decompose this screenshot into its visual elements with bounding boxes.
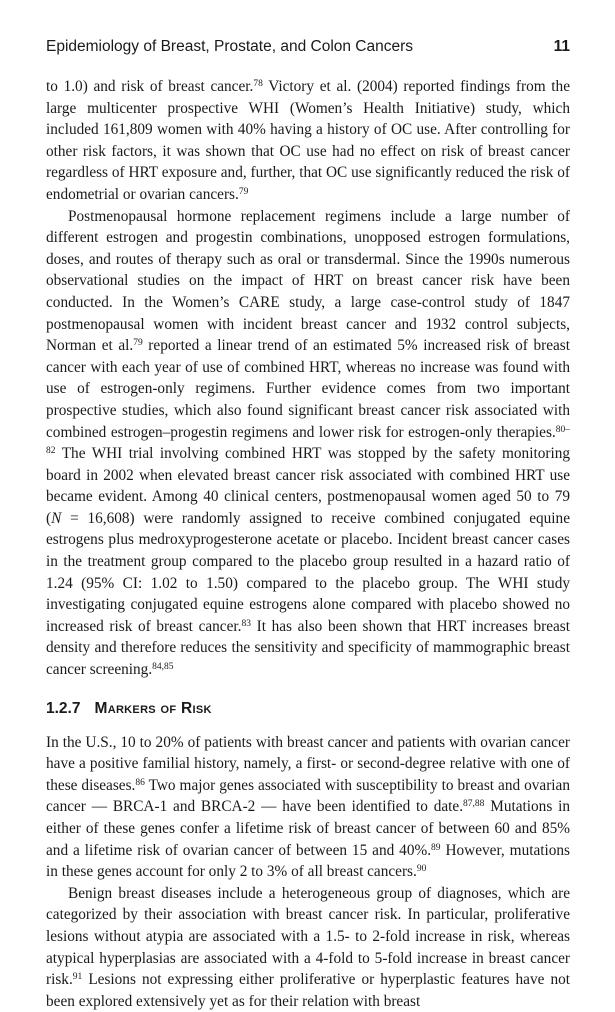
paragraph-hrt — [46, 206, 570, 681]
text-run: Two major genes associated with susceptibility to breast and ovarian cancer — BRCA-1 and BRCA-2 — have been identified to date. — [46, 776, 570, 816]
citation-ref: 90 — [416, 864, 427, 875]
variable-n: N — [51, 509, 62, 527]
text-run: reported a linear trend of an estimated 5% increased risk of breast cancer with each year of use of combined HRT, whereas no increase was found with use of estrogen-only regimens. Further evidence comes from two important prospective studies, which also found significant breast cancer risk associated with combined estrogen–progestin regimens and lower risk for estrogen-only therapies. — [46, 337, 570, 441]
citation-ref: 79 — [238, 186, 249, 197]
citation-ref: 86 — [135, 777, 145, 788]
section-number: 1.2.7 — [46, 699, 81, 717]
text-run: Benign breast diseases include a heterogeneous group of diagnoses, which are categorized by their association with breast cancer risk. In particular, proliferative lesions without atypia are associated with a 1.5- to 2-fold increase in risk, whereas atypical hyperplasias are associated with a 4-fold to 5-fold increase in breast cancer risk. — [46, 884, 570, 989]
paragraph-benign — [46, 883, 570, 1012]
section-title: Markers of Risk — [94, 699, 212, 717]
page-number: 11 — [553, 38, 570, 55]
citation-ref: 89 — [431, 842, 441, 853]
text-run: Lesions not expressing either proliferative or hyperplastic features have not been explored extensively yet as for their relation with breast — [46, 971, 570, 1010]
section-heading — [46, 698, 570, 720]
paragraph-oc-use — [46, 76, 570, 206]
text-run: to 1.0) and risk of breast cancer. — [46, 78, 254, 95]
paragraph-markers — [46, 732, 570, 883]
citation-ref: 83 — [241, 618, 251, 629]
running-title: Epidemiology of Breast, Prostate, and Colon Cancers — [46, 38, 414, 55]
text-run: It has also been shown that HRT increases breast density and therefore reduces the sensitivity and specificity of mammographic breast cancer screening. — [46, 617, 570, 679]
text-run: In the U.S., 10 to 20% of patients with breast cancer and patients with ovarian cancer have a positive familial history, namely, a first- or second-degree relative with one of these diseases. — [46, 733, 570, 794]
citation-ref: 78 — [253, 79, 263, 89]
citation-ref: 87,88 — [463, 799, 485, 810]
text-run: Victory et al. (2004) reported findings from the large multicenter prospective WHI (Women’s Health Initiative) study, which included 161,809 women with 40% having a history of OC use. After controlling for other risk factors, it was shown that OC use had no effect on risk of breast cancer regardless of HRT exposure and, further, that OC use significantly reduced the risk of endometrial or ovarian cancers. — [46, 78, 570, 203]
running-head — [46, 38, 570, 62]
citation-ref: 84,85 — [152, 662, 174, 673]
citation-ref: 80–82 — [46, 424, 570, 457]
citation-ref: 91 — [72, 972, 83, 983]
text-run: Mutations in either of these genes confer a lifetime risk of breast cancer of between 60 and 85% and a lifetime risk of ovarian cancer of between 15 and 40%. — [46, 798, 570, 859]
body-text — [46, 76, 570, 1012]
text-run: The WHI trial involving combined HRT was stopped by the safety monitoring board in 2002 when elevated breast cancer risk associated with combined HRT use became evident. Among 40 clinical centers, postmenopausal women aged 50 to 79 ( — [46, 445, 570, 527]
text-run: = 16,608) were randomly assigned to receive combined conjugated equine estrogens plus medroxyprogesterone acetate or placebo. Incident breast cancer cases in the treatment group compared to the placebo group resulted in a hazard ratio of 1.24 (95% CI: 1.02 to 1.50) compared to the placebo group. The WHI study investigating conjugated equine estrogens alone compared with placebo showed no increased risk of breast cancer. — [46, 509, 570, 635]
citation-ref: 79 — [133, 338, 143, 349]
text-run: However, mutations in these genes account for only 2 to 3% of all breast cancers. — [46, 841, 571, 881]
text-run: Postmenopausal hormone replacement regimens include a large number of different estrogen and progestin combinations, unopposed estrogen formulations, doses, and routes of therapy such as oral or transdermal. Since the 1990s numerous observational studies on the impact of HRT on breast cancer risk have been conducted. In the Women’s CARE study, a large case-control study of 1847 postmenopausal women with incident breast cancer and 1932 control subjects, Norman et al. — [46, 207, 570, 355]
